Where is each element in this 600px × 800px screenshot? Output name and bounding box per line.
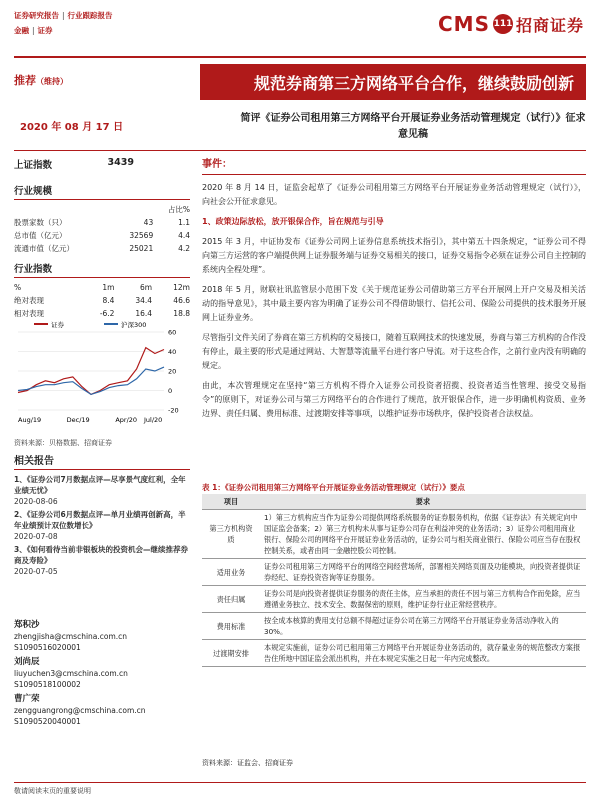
policy-table bbox=[202, 494, 586, 667]
row-label: 相对表现 bbox=[14, 309, 44, 318]
perf-col-header: 6m bbox=[139, 283, 153, 292]
table-row bbox=[202, 640, 586, 667]
table-row bbox=[202, 613, 586, 640]
report-tags: 证券研究报告 | 行业跟踪报告 金融 | 证券 bbox=[14, 11, 113, 35]
y-tick-label: 0 bbox=[168, 387, 173, 395]
analyst-id: S1090516020001 bbox=[14, 643, 81, 652]
table-row bbox=[14, 294, 190, 307]
related-item: 2、《证券公司6月数据点评—单月业绩再创新高，半年业绩预计双位数增长》 bbox=[14, 510, 186, 530]
section-heading: 1、政策边际放松，放开银保合作，旨在规范与引导 bbox=[202, 217, 384, 226]
related-date: 2020-07-08 bbox=[14, 532, 58, 541]
tag-research: 证券研究报告 bbox=[14, 11, 59, 20]
table-row bbox=[14, 281, 190, 294]
row-label: 绝对表现 bbox=[14, 296, 44, 305]
perf-col-header: 1m bbox=[102, 283, 115, 292]
analyst-name: 刘尚辰 bbox=[14, 657, 40, 667]
perf-6m: 16.4 bbox=[135, 309, 153, 318]
table-item: 责任归属 bbox=[202, 586, 260, 613]
analyst-email: zhengjisha@cmschina.com.cn bbox=[14, 632, 128, 641]
footer-rule bbox=[14, 782, 586, 783]
page-title: 规范券商第三方网络平台合作，继续鼓励创新 bbox=[200, 64, 586, 100]
table-item: 过渡期安排 bbox=[202, 640, 260, 667]
perf-title: 行业指数 bbox=[14, 261, 190, 278]
analysts bbox=[14, 616, 190, 727]
row-value: 32569 bbox=[129, 231, 154, 240]
row-label: 股票家数（只） bbox=[14, 218, 67, 227]
perf-col-header: 12m bbox=[173, 283, 190, 292]
rating bbox=[14, 72, 68, 88]
table-row bbox=[14, 216, 190, 229]
table-requirement: 1）第三方机构应当作为证券公司提供网络系统服务的证券服务机构，依据《证券法》有关规定向中国证监会备案；2）第三方机构未从事与证券公司存在利益冲突的业务活动；3）证券公司租用商业银行、保险公司的网络平台开展证券业务活动的，证券公司与相关商业银行、保险公司应当存在股权控制关系，或者由同一金融控股公司控制。 bbox=[260, 510, 586, 559]
index-chart-svg bbox=[14, 318, 190, 428]
perf-6m: 34.4 bbox=[135, 296, 153, 305]
row-label: 总市值（亿元） bbox=[14, 231, 67, 240]
legend-label: 沪深300 bbox=[121, 321, 147, 329]
y-tick-label: 40 bbox=[168, 348, 177, 356]
table-row bbox=[202, 510, 586, 559]
logo-text: CMS bbox=[438, 12, 490, 36]
related-date: 2020-07-05 bbox=[14, 567, 58, 576]
table-row bbox=[14, 229, 190, 242]
table-header-item: 项目 bbox=[202, 494, 260, 510]
header-rule bbox=[14, 56, 586, 58]
event-text: 2020 年 8 月 14 日，证监会起草了《证券公司租用第三方网络平台开展证券业务活动管理规定（试行）》，向社会公开征求意见。 bbox=[202, 183, 586, 206]
paragraph: 尽管指引文件关闭了券商在第三方机构的交易接口，随着互联网技术的快速发展，券商与第三方机构的合作没有停止，最主要的形式是通过网站、大智慧等流量平台进行客户导流。对于这些合作，之前行业内没有明确的规定。 bbox=[202, 333, 586, 370]
analyst-email: liuyuchen3@cmschina.com.cn bbox=[14, 669, 128, 678]
rating-label: 推荐 bbox=[14, 74, 36, 87]
table-item: 第三方机构资质 bbox=[202, 510, 260, 559]
chart-source: 资料来源：贝格数据、招商证券 bbox=[14, 439, 112, 447]
y-tick-label: -20 bbox=[168, 406, 179, 415]
row-share: 4.4 bbox=[178, 231, 190, 240]
tag-sector: 金融 bbox=[14, 26, 29, 35]
analyst-email: zengguangrong@cmschina.com.cn bbox=[14, 706, 146, 715]
logo-cn: 招商证券 bbox=[515, 15, 584, 35]
row-value: 25021 bbox=[129, 244, 154, 253]
related-date: 2020-08-06 bbox=[14, 497, 58, 506]
table-item: 费用标准 bbox=[202, 613, 260, 640]
perf-table bbox=[14, 281, 190, 320]
tag-subsector: 证券 bbox=[37, 26, 53, 35]
index-chart bbox=[14, 318, 190, 438]
share-col-header: 占比% bbox=[167, 205, 190, 214]
related-title: 相关报告 bbox=[14, 456, 190, 470]
industry-table bbox=[14, 203, 190, 255]
table-row bbox=[14, 242, 190, 255]
table-caption: 表 1：《证券公司租用第三方网络平台开展证券业务活动管理规定（试行）》要点 bbox=[202, 483, 465, 492]
analyst-name: 郑积沙 bbox=[14, 620, 40, 630]
related-reports bbox=[14, 456, 190, 579]
index-label: 上证指数 bbox=[14, 160, 53, 171]
table-requirement: 证券公司是向投资者提供证券服务的责任主体，应当承担的责任不因与第三方机构合作而免除，应当遵循业务独立、技术安全、数据保密的原则，维护证券行业正常经营秩序。 bbox=[260, 586, 586, 613]
y-tick-label: 20 bbox=[168, 367, 177, 376]
y-tick-label: 60 bbox=[168, 328, 177, 337]
table-requirement: 本规定实施前，证券公司已租用第三方网络平台开展证券业务活动的，就存量业务的规范整改方案报告住所地中国证监会派出机构，并在本规定实施之日起一年内完成整改。 bbox=[260, 640, 586, 667]
analyst-id: S1090518100002 bbox=[14, 680, 81, 689]
index-row bbox=[14, 157, 134, 171]
event-heading: 事件： bbox=[202, 158, 586, 175]
tag-type: 行业跟踪报告 bbox=[67, 11, 113, 20]
cms-logo bbox=[438, 10, 584, 38]
row-share: 4.2 bbox=[178, 244, 190, 253]
analyst-id: S1090520040001 bbox=[14, 717, 81, 726]
analyst-name: 曹广荣 bbox=[14, 694, 40, 704]
related-item: 3、《如何看待当前非银板块的投资机会—继续推荐券商及寿险》 bbox=[14, 545, 188, 565]
rating-sub: （维持） bbox=[36, 77, 68, 86]
row-value: 43 bbox=[143, 218, 154, 227]
perf-12m: 18.8 bbox=[173, 309, 190, 318]
perf-col-header: % bbox=[14, 283, 22, 292]
paragraph: 由此，本次管理规定在坚持“第三方机构不得介入证券公司投资者招揽、投资者适当性管理、接受交易指令”的原则下，对证券公司与第三方网络平台的合作进行了规范，放开银保合作，进一步明确机构资质、业务边界、责任归属、费用标准、过渡期安排等事项，以维护证券市场秩序，保护投资者合法权益。 bbox=[202, 381, 586, 418]
row-share: 1.1 bbox=[178, 218, 190, 227]
perf-1m: -6.2 bbox=[99, 309, 115, 318]
report-subtitle: 简评《证券公司租用第三方网络平台开展证券业务活动管理规定（试行）》征求意见稿 bbox=[240, 113, 586, 140]
perf-12m: 46.6 bbox=[173, 296, 190, 305]
row-label: 流通市值（亿元） bbox=[14, 244, 74, 253]
industry-title: 行业规模 bbox=[14, 183, 190, 200]
main-body bbox=[202, 158, 586, 427]
legend-label: 证券 bbox=[51, 321, 64, 329]
title-rule bbox=[14, 150, 586, 151]
x-tick-label: Dec/19 bbox=[66, 416, 90, 424]
table-source: 资料来源：证监会、招商证券 bbox=[202, 759, 293, 767]
logo-badge-icon: 111 bbox=[493, 14, 513, 34]
report-date: 2020 年 08 月 17 日 bbox=[20, 122, 124, 133]
paragraph: 2015 年 3 月，中证协发布《证券公司网上证券信息系统技术指引》，其中第五十四条规定，“证券公司不得向第三方运营的客户端提供网上证券服务端与证券交易相关的接口，证券交易指令必须在证券公司自主控制的系统内全程处理”。 bbox=[202, 237, 586, 274]
x-tick-label: Jul/20 bbox=[144, 416, 163, 424]
table-item: 适用业务 bbox=[202, 559, 260, 586]
table-header-req: 要求 bbox=[260, 494, 586, 510]
x-tick-label: Apr/20 bbox=[115, 416, 138, 424]
table-requirement: 证券公司租用第三方网络平台的网络空间经营场所，部署相关网络页面及功能模块，向投资者提供证券经纪、证券投资咨询等证券服务。 bbox=[260, 559, 586, 586]
footer-note: 敬请阅读末页的重要说明 bbox=[14, 787, 91, 795]
table-row bbox=[202, 586, 586, 613]
x-tick-label: Aug/19 bbox=[18, 416, 42, 424]
related-item: 1、《证券公司7月数据点评—尽享景气度红利，全年业绩无忧》 bbox=[14, 475, 186, 495]
paragraph: 2018 年 5 月，财联社讯监管层小范围下发《关于规范证券公司借助第三方平台开展网上开户交易及相关活动的指导意见》，其中最主要内容为明确了证券公司不得借助银行、信托公司、保险公司提供的技术服务开展网上证券业务。 bbox=[202, 285, 586, 322]
industry-perf bbox=[14, 261, 190, 320]
index-value: 3439 bbox=[107, 157, 134, 168]
industry-scale bbox=[14, 183, 190, 255]
table-requirement: 按全成本核算的费用支付总额不得超过证券公司在第三方网络平台开展证券业务活动净收入的 30%。 bbox=[260, 613, 586, 640]
perf-1m: 8.4 bbox=[102, 296, 115, 305]
table-row bbox=[202, 559, 586, 586]
